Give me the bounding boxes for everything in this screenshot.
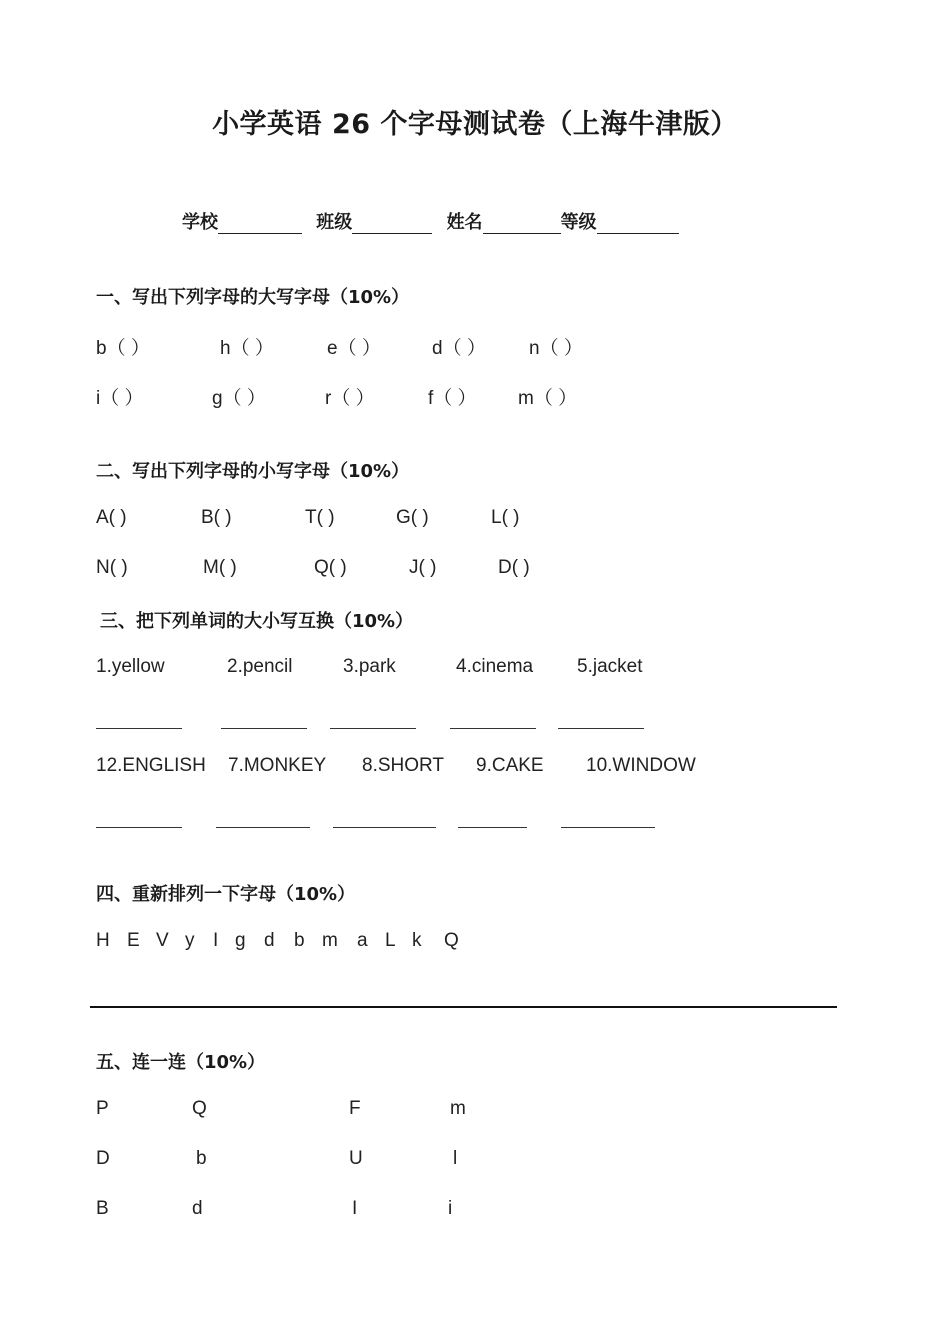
s4-letter: m [322, 930, 338, 951]
s2-item: A( ) [96, 507, 127, 528]
s2-item: J( ) [409, 557, 437, 578]
section-2-heading: 二、写出下列字母的小写字母（10%） [96, 461, 410, 482]
answer-blank[interactable] [96, 827, 182, 828]
page-title: 小学英语 26 个字母测试卷（上海牛津版） [212, 109, 738, 140]
match-letter: b [196, 1148, 207, 1169]
section-1-heading: 一、写出下列字母的大写字母（10%） [96, 287, 410, 308]
s4-letter: H [96, 930, 110, 951]
s2-item: Q( ) [314, 557, 347, 578]
s4-letter: d [264, 930, 275, 951]
s2-item: G( ) [396, 507, 429, 528]
match-letter: F [349, 1098, 361, 1119]
answer-blank[interactable] [561, 827, 655, 828]
name-field[interactable] [483, 213, 561, 234]
s4-letter: E [127, 930, 140, 951]
answer-blank[interactable] [333, 827, 436, 828]
match-letter: I [352, 1198, 358, 1219]
school-field[interactable] [218, 213, 302, 234]
s4-letter: g [235, 930, 246, 951]
s2-item: D( ) [498, 557, 530, 578]
s1-item: i（ ） [96, 388, 144, 409]
match-letter: U [349, 1148, 363, 1169]
s2-item: L( ) [491, 507, 520, 528]
s3-word: 7.MONKEY [228, 755, 327, 776]
s1-item: e（ ） [327, 338, 381, 359]
s2-item: B( ) [201, 507, 232, 528]
s1-item: d（ ） [432, 338, 486, 359]
name-label: 姓名 [446, 212, 483, 233]
answer-blank[interactable] [221, 728, 307, 729]
s3-word: 2.pencil [227, 656, 293, 677]
s1-item: r（ ） [325, 388, 375, 409]
s4-letter: k [412, 930, 422, 951]
answer-blank[interactable] [216, 827, 310, 828]
s4-letter: a [357, 930, 368, 951]
s1-item: n（ ） [529, 338, 583, 359]
answer-blank[interactable] [558, 728, 644, 729]
section-4-heading: 四、重新排列一下字母（10%） [96, 884, 356, 905]
match-letter: d [192, 1198, 203, 1219]
answer-blank[interactable] [450, 728, 536, 729]
student-info-line [182, 208, 679, 234]
answer-blank[interactable] [96, 728, 182, 729]
s2-item: N( ) [96, 557, 128, 578]
class-field[interactable] [352, 213, 432, 234]
s3-word: 5.jacket [577, 656, 643, 677]
s3-word: 1.yellow [96, 656, 165, 677]
grade-label: 等级 [560, 212, 597, 233]
s3-word: 8.SHORT [362, 755, 445, 776]
s3-word: 3.park [343, 656, 396, 677]
answer-blank[interactable] [330, 728, 416, 729]
grade-field[interactable] [597, 213, 679, 234]
match-letter: i [448, 1198, 453, 1219]
match-letter: B [96, 1198, 109, 1219]
s1-item: f（ ） [428, 388, 477, 409]
s4-letter: V [156, 930, 169, 951]
answer-blank[interactable] [458, 827, 527, 828]
s1-item: h（ ） [220, 338, 274, 359]
s3-word: 10.WINDOW [586, 755, 696, 776]
s3-word: 4.cinema [456, 656, 534, 677]
match-letter: Q [192, 1098, 207, 1119]
s4-letter: I [213, 930, 219, 951]
s4-letter: L [385, 930, 396, 951]
s3-word: 12.ENGLISH [96, 755, 206, 776]
s3-word: 9.CAKE [476, 755, 544, 776]
s4-letter: b [294, 930, 305, 951]
s4-letter: Q [444, 930, 459, 951]
divider-line [90, 1006, 837, 1008]
match-letter: l [453, 1148, 458, 1169]
match-letter: D [96, 1148, 110, 1169]
s2-item: M( ) [203, 557, 237, 578]
s2-item: T( ) [305, 507, 335, 528]
s4-letter: y [185, 930, 195, 951]
s1-item: b（ ） [96, 338, 150, 359]
s1-item: m（ ） [518, 388, 578, 409]
section-5-heading: 五、连一连（10%） [96, 1052, 266, 1073]
section-3-heading: 三、把下列单词的大小写互换（10%） [100, 611, 414, 632]
school-label: 学校 [182, 212, 218, 233]
match-letter: m [450, 1098, 466, 1119]
match-letter: P [96, 1098, 109, 1119]
class-label: 班级 [316, 212, 353, 233]
s1-item: g（ ） [212, 388, 266, 409]
